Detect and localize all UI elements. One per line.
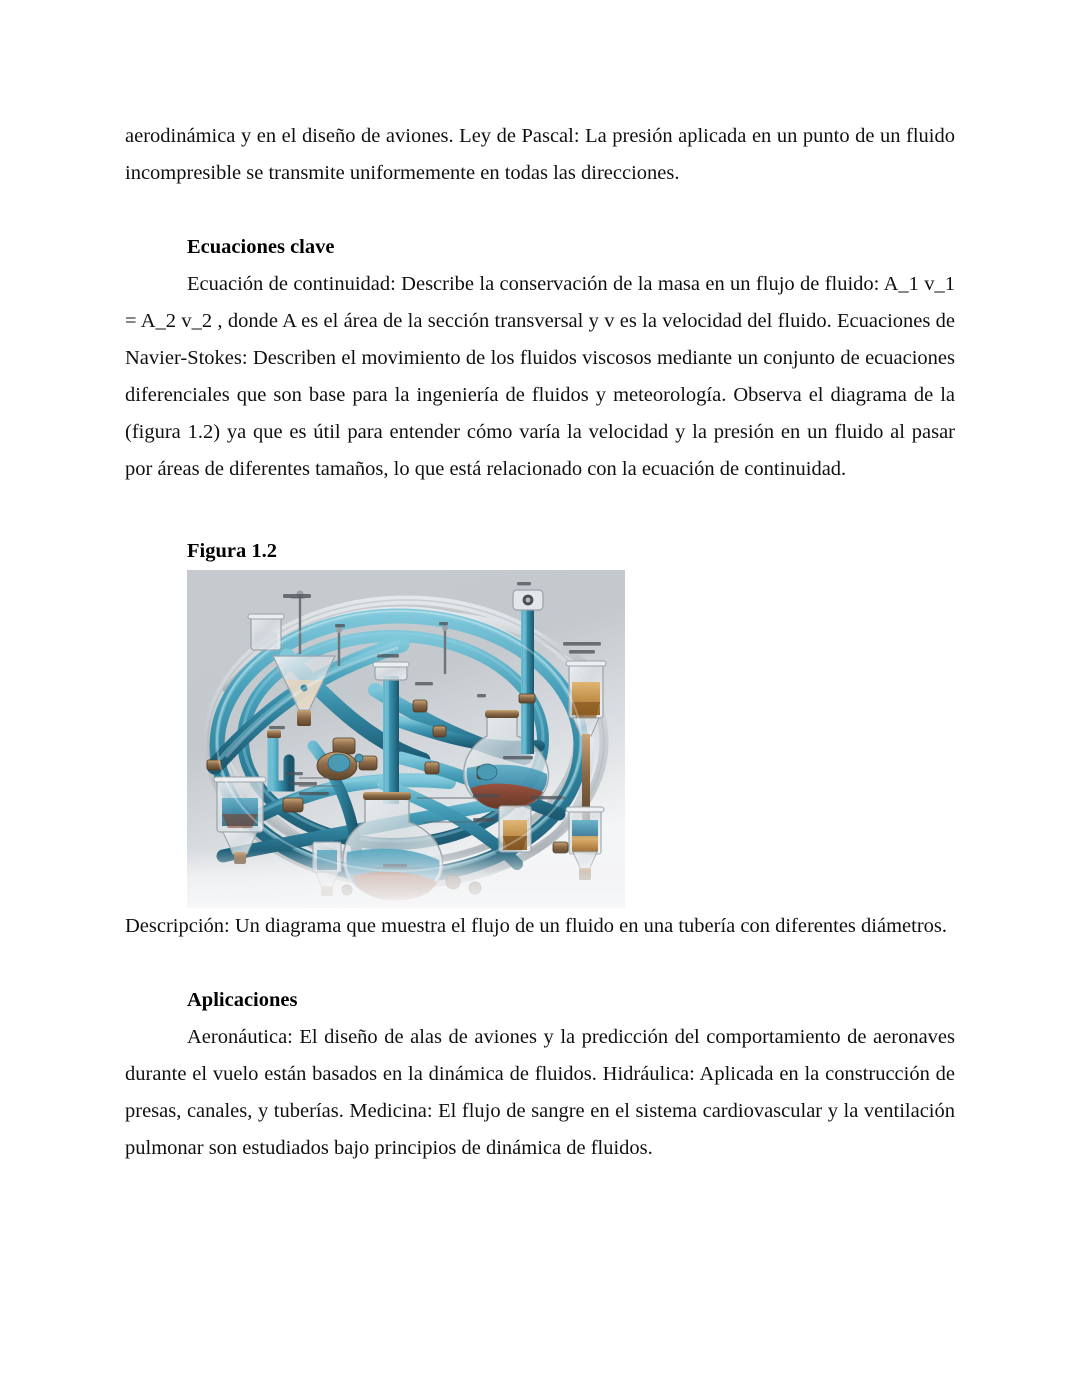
spacer [125, 192, 955, 229]
heading-aplicaciones: Aplicaciones [187, 989, 298, 1011]
intro-paragraph: aerodinámica y en el diseño de aviones. Ley de Pascal: La presión aplicada en un punto de un fluido incompresible se transmite uniformemente en todas las direcciones. [125, 125, 955, 184]
figure-caption-wrap [125, 908, 955, 945]
figure-caption: Descripción: Un diagrama que muestra el flujo de un fluido en una tubería con diferentes diámetros. [125, 915, 948, 937]
fluid-apparatus-illustration [187, 570, 625, 908]
figure-1-2 [125, 533, 955, 945]
spacer [125, 488, 955, 533]
figure-image [187, 570, 625, 908]
applications-paragraph: Aeronáutica: El diseño de alas de aviones y la predicción del comportamiento de aeronaves durante el vuelo están basados en la dinámica de fluidos. Hidráulica: Aplicada en la construcción de presas, canales, y tuberías. Medicina: El flujo de sangre en el sistema cardiovascular y la ventilación pulmonar son estudiados bajo principios de dinámica de fluidos. [125, 1026, 955, 1159]
heading-ecuaciones-clave: Ecuaciones clave [187, 236, 335, 258]
spacer [125, 945, 955, 982]
figure-label: Figura 1.2 [187, 540, 277, 562]
page-content [125, 118, 955, 1167]
equations-paragraph: Ecuación de continuidad: Describe la conservación de la masa en un flujo de fluido: A_1 v_1 = A_2 v_2 , donde A es el área de la sección transversal y v es la velocidad del fluido. Ecuaciones de Navier-Stokes: Describen el movimiento de los fluidos viscosos mediante un conjunto de ecuaciones diferenciales que son base para la ingeniería de fluidos y meteorología. Observa el diagrama de la (figura 1.2) ya que es útil para entender cómo varía la velocidad y la presión en un fluido al pasar por áreas de diferentes tamaños, lo que está relacionado con la ecuación de continuidad. [125, 273, 955, 480]
